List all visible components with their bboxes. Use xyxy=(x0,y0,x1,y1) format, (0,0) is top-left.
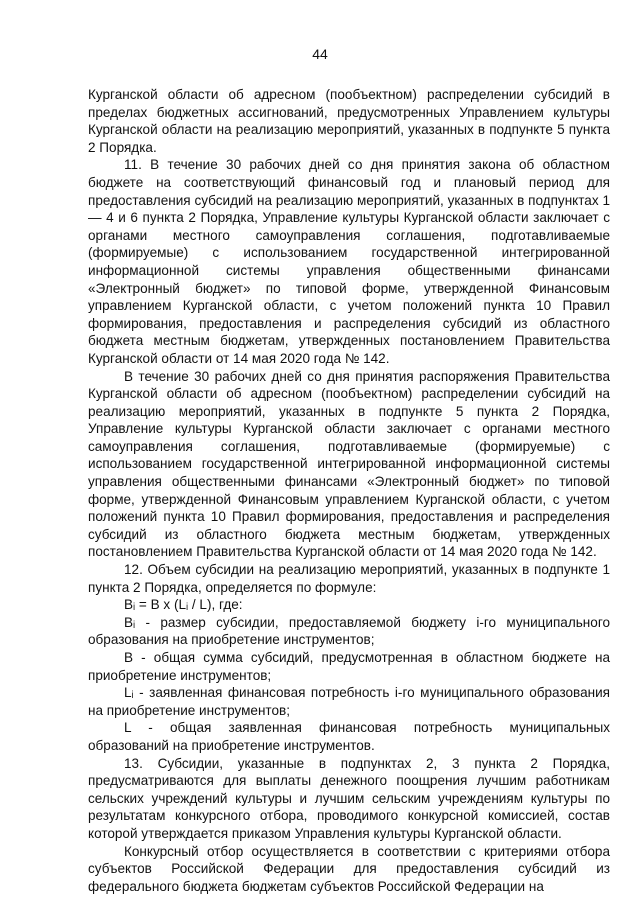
formula-definition: B - общая сумма субсидий, предусмотренная в областном бюджете на приобретение инструментов; xyxy=(88,650,610,683)
paragraph: 13. Субсидии, указанные в подпунктах 2, 3 пункта 2 Порядка, предусматриваются для выплаты денежного поощрения лучшим работникам сельских учреждений культуры и лучшим сельским учреждениям культуры по результатам конкурсного отбора, проводимого конкурсной комиссией, состав которой утверждается приказом Управления культуры Курганской области. xyxy=(88,755,610,841)
paragraph: Конкурсный отбор осуществляется в соответствии с критериями отбора субъектов Российской Федерации для предоставления субсидий из федерального бюджета бюджетам субъектов Российской Федерации на xyxy=(88,843,610,894)
formula-definition: Lᵢ - заявленная финансовая потребность i-го муниципального образования на приобретение инструментов; xyxy=(88,685,610,718)
paragraph: Курганской области об адресном (пообъектном) распределении субсидий в пределах бюджетных ассигнований, предусмотренных Управлением культуры Курганской области на реализацию мероприятий, указанных в подпункте 5 пункта 2 Порядка. xyxy=(88,87,610,155)
document-body xyxy=(88,86,610,895)
formula-definition: Bᵢ - размер субсидии, предоставляемой бюджету i-го муниципального образования на приобретение инструментов; xyxy=(88,614,610,648)
paragraph: В течение 30 рабочих дней со дня принятия распоряжения Правительства Курганской области об адресном (пообъектном) распределении субсидий на реализацию мероприятий, указанных в подпункте 5 пункта 2 Порядка, Управление культуры Курганской области заключает с органами местного самоуправления соглашения, подготавливаемые (формируемые) с использованием государственной интегрированной информационной системы управления общественными финансами «Электронный бюджет» по типовой форме, утвержденной Финансовым управлением Курганской области, с учетом положений пункта 10 Правил формирования, предоставления и распределения субсидий из областного бюджета местным бюджетам, утвержденных постановлением Правительства Курганской области от 14 мая 2020 года № 142. xyxy=(88,368,610,560)
paragraph: 11. В течение 30 рабочих дней со дня принятия закона об областном бюджете на соответствующий финансовый год и плановый период для предоставления субсидий на реализацию мероприятий, указанных в подпунктах 1 — 4 и 6 пункта 2 Порядка, Управление культуры Курганской области заключает с органами местного самоуправления соглашения, подготавливаемые (формируемые) с использованием государственной интегрированной информационной системы управления общественными финансами «Электронный бюджет» по типовой форме, утвержденной Финансовым управлением Курганской области, с учетом положений пункта 10 Правил формирования, предоставления и распределения субсидий из областного бюджета местным бюджетам, утвержденных постановлением Правительства Курганской области от 14 мая 2020 года № 142. xyxy=(88,157,610,366)
paragraph: 12. Объем субсидии на реализацию мероприятий, указанных в подпункте 1 пункта 2 Порядка, определяется по формуле: xyxy=(88,562,610,595)
formula: Bᵢ = B x (Lᵢ / L), где: xyxy=(124,597,243,613)
page-number: 44 xyxy=(312,46,328,62)
formula-definition: L - общая заявленная финансовая потребность муниципальных образований на приобретение инструментов. xyxy=(88,720,610,753)
